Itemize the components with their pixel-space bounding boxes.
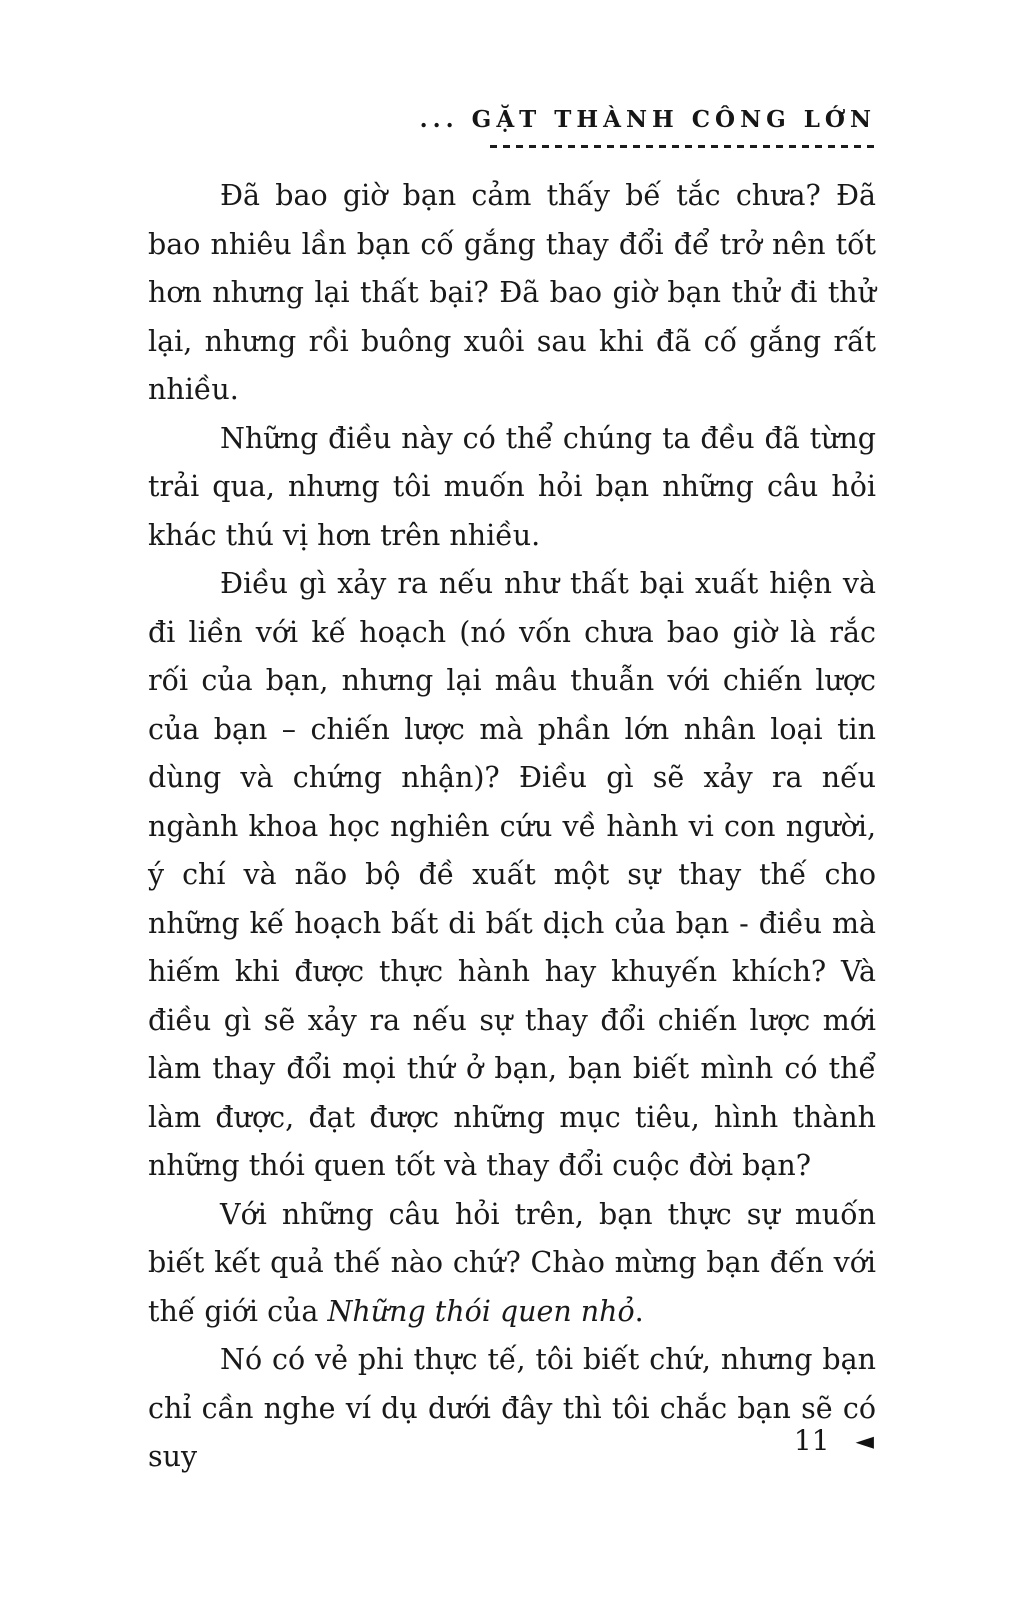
paragraph-5: Nó có vẻ phi thực tế, tôi biết chứ, nhưng bạn chỉ cần nghe ví dụ dưới đây thì tôi chắc bạn sẽ có suy (148, 1343, 876, 1473)
paragraph-2: Những điều này có thể chúng ta đều đã từng trải qua, nhưng tôi muốn hỏi bạn những câu hỏi khác thú vị hơn trên nhiều. (148, 421, 876, 552)
paragraph-4-text-after: . (634, 1294, 644, 1328)
left-pointer-icon: ◄ (855, 1426, 874, 1455)
paragraph-4-book-title-italic: Những thói quen nhỏ (327, 1294, 635, 1328)
paragraph-4 (148, 1191, 876, 1337)
paragraph-4-text-before: Với những câu hỏi trên, bạn thực sự muốn biết kết quả thế nào chứ? Chào mừng bạn đến với thế giới của (148, 1197, 876, 1328)
paragraph-3: Điều gì xảy ra nếu như thất bại xuất hiện và đi liền với kế hoạch (nó vốn chưa bao giờ là rắc rối của bạn, nhưng lại mâu thuẫn với chiến lược của bạn – chiến lược mà phần lớn nhân loại tin dùng và chứng nhận)? Điều gì sẽ xảy ra nếu ngành khoa học nghiên cứu về hành vi con người, ý chí và não bộ đề xuất một sự thay thế cho những kế hoạch bất di bất dịch của bạn - điều mà hiếm khi được thực hành hay khuyến khích? Và điều gì sẽ xảy ra nếu sự thay đổi chiến lược mới làm thay đổi mọi thứ ở bạn, bạn biết mình có thể làm được, đạt được những mục tiêu, hình thành những thói quen tốt và thay đổi cuộc đời bạn? (148, 567, 876, 1182)
paragraph-1: Đã bao giờ bạn cảm thấy bế tắc chưa? Đã bao nhiêu lần bạn cố gắng thay đổi để trở nên tốt hơn nhưng lại thất bại? Đã bao giờ bạn thử đi thử lại, nhưng rồi buông xuôi sau khi đã cố gắng rất nhiều. (148, 179, 876, 406)
page-body (148, 172, 876, 1482)
page-number: 11 (793, 1424, 830, 1457)
running-head-title: ... GẶT THÀNH CÔNG LỚN (419, 106, 876, 133)
page-footer (794, 1424, 874, 1457)
header-dashed-divider (490, 145, 876, 148)
page-header (420, 106, 876, 148)
